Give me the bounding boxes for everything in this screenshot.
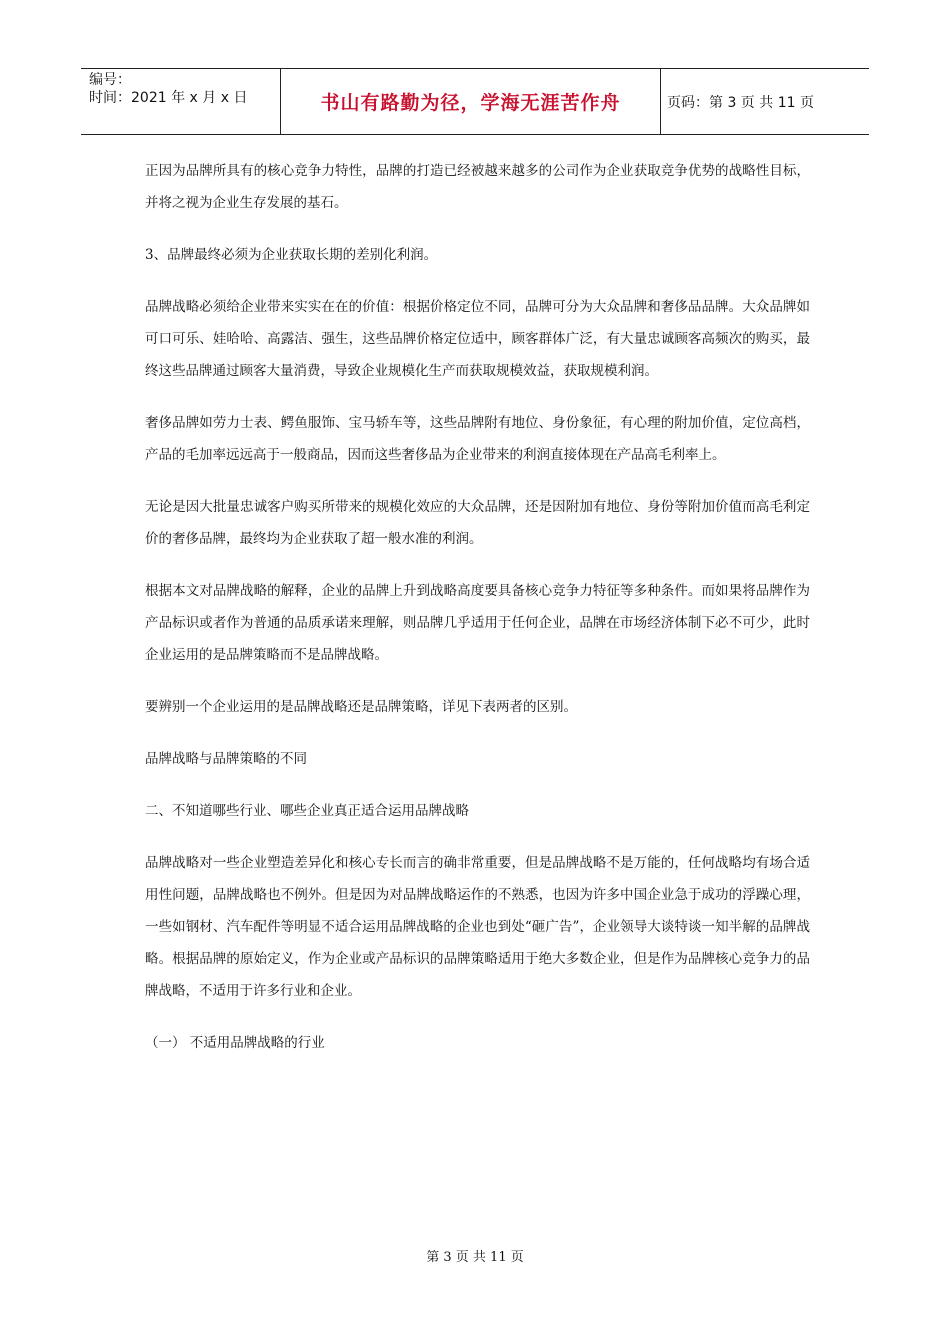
header-motto-cell — [281, 69, 661, 134]
paragraph: 正因为品牌所具有的核心竞争力特性，品牌的打造已经被越来越多的公司作为企业获取竞争优势的战略性目标，并将之视为企业生存发展的基石。 — [145, 163, 810, 211]
header-meta — [81, 69, 281, 134]
paragraph: 品牌战略必须给企业带来实实在在的价值：根据价格定位不同，品牌可分为大众品牌和奢侈品品牌。大众品牌如可口可乐、娃哈哈、高露洁、强生，这些品牌价格定位适中，顾客群体广泛，有大量忠诚顾客高频次的购买，最终这些品牌通过顾客大量消费，导致企业规模化生产而获取规模效益，获取规模利润。 — [145, 299, 810, 379]
paragraph: 要辨别一个企业运用的是品牌战略还是品牌策略，详见下表两者的区别。 — [145, 699, 577, 715]
paragraph: 奢侈品牌如劳力士表、鳄鱼服饰、宝马轿车等，这些品牌附有地位、身份象征，有心理的附加价值，定位高档，产品的毛加率远远高于一般商品，因而这些奢侈品为企业带来的利润直接体现在产品高毛利率上。 — [145, 415, 810, 463]
section-heading: 3、品牌最终必须为企业获取长期的差别化利润。 — [145, 247, 438, 263]
page-footer: 第 3 页 共 11 页 — [426, 1250, 524, 1265]
document-number-label: 编号： — [89, 72, 131, 88]
page-header — [81, 68, 869, 135]
paragraph: 无论是因大批量忠诚客户购买所带来的规模化效应的大众品牌，还是因附加有地位、身份等附加价值而高毛利定价的奢侈品牌，最终均为企业获取了超一般水准的利润。 — [145, 499, 810, 547]
document-time-label: 时间：2021 年 x 月 x 日 — [89, 90, 248, 106]
table-caption: 品牌战略与品牌策略的不同 — [145, 751, 307, 767]
header-page-info: 页码：第 3 页 共 11 页 — [667, 94, 814, 111]
document-body — [145, 155, 810, 1079]
header-motto: 书山有路勤为径，学海无涯苦作舟 — [320, 92, 621, 114]
paragraph: 根据本文对品牌战略的解释，企业的品牌上升到战略高度要具备核心竞争力特征等多种条件。而如果将品牌作为产品标识或者作为普通的品质承诺来理解，则品牌几乎适用于任何企业，品牌在市场经济体制下必不可少，此时企业运用的是品牌策略而不是品牌战略。 — [145, 583, 810, 663]
subsection-heading: （一） 不适用品牌战略的行业 — [145, 1035, 325, 1051]
paragraph: 品牌战略对一些企业塑造差异化和核心专长而言的确非常重要，但是品牌战略不是万能的，任何战略均有场合适用性问题，品牌战略也不例外。但是因为对品牌战略运作的不熟悉，也因为许多中国企业急于成功的浮躁心理，一些如钢材、汽车配件等明显不适合运用品牌战略的企业也到处“砸广告”，企业领导大谈特谈一知半解的品牌战略。根据品牌的原始定义，作为企业或产品标识的品牌策略适用于绝大多数企业，但是作为品牌核心竞争力的品牌战略，不适用于许多行业和企业。 — [145, 855, 810, 999]
section-heading: 二、不知道哪些行业、哪些企业真正适合运用品牌战略 — [145, 803, 469, 819]
header-page-info-cell — [661, 69, 869, 134]
